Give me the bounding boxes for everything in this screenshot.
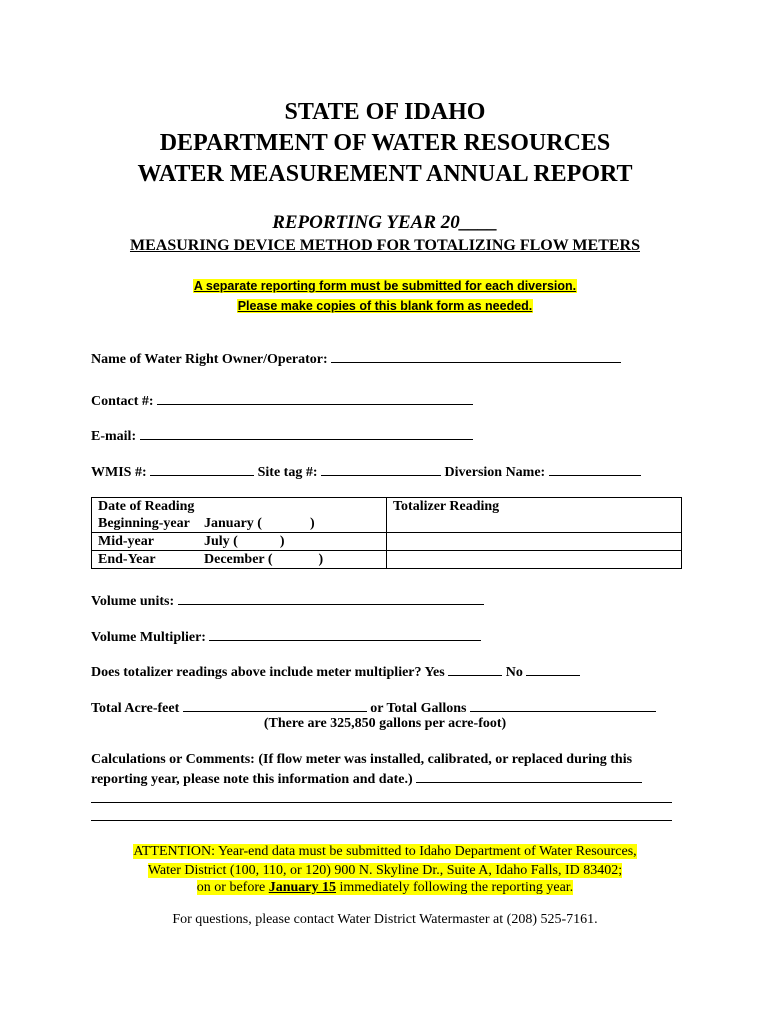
wmis-field[interactable] bbox=[150, 463, 254, 476]
row-label-mid: Mid-year bbox=[98, 534, 154, 549]
multiplier-question: Does totalizer readings above include meter multiplier? bbox=[91, 665, 422, 680]
december-date-field[interactable] bbox=[273, 551, 319, 563]
contact-footer: For questions, please contact Water District Watermaster at (208) 525-7161. bbox=[172, 912, 598, 927]
comments-rule-1[interactable] bbox=[91, 802, 672, 803]
volume-multiplier-row bbox=[91, 628, 481, 646]
site-tag-label: Site tag #: bbox=[257, 465, 318, 480]
reporting-year: REPORTING YEAR 20____ bbox=[272, 212, 498, 233]
mid-year-reading-field[interactable] bbox=[387, 533, 682, 551]
comments-field[interactable] bbox=[416, 770, 642, 783]
january-date-field[interactable] bbox=[262, 515, 310, 527]
notice-line-1: A separate reporting form must be submitted for each diversion. bbox=[193, 279, 577, 293]
title-department: DEPARTMENT OF WATER RESOURCES bbox=[159, 130, 611, 156]
volume-multiplier-field[interactable] bbox=[209, 628, 481, 641]
volume-units-label: Volume units: bbox=[91, 594, 175, 609]
multiplier-question-row bbox=[91, 663, 580, 681]
month-july: July ( bbox=[204, 534, 238, 549]
contact-row bbox=[91, 392, 473, 410]
comments-line-2: reporting year, please note this information and date.) bbox=[91, 772, 413, 787]
comments-line-2-row bbox=[91, 770, 642, 788]
email-field[interactable] bbox=[140, 427, 473, 440]
no-label: No bbox=[505, 665, 523, 680]
table-row bbox=[92, 498, 682, 533]
deadline-date: January 15 bbox=[268, 880, 337, 895]
mid-year-cell: Mid-year July ( ) bbox=[92, 533, 387, 551]
wmis-label: WMIS #: bbox=[91, 465, 147, 480]
notice-line-2: Please make copies of this blank form as needed. bbox=[237, 299, 533, 313]
gallons-label: or Total Gallons bbox=[370, 701, 467, 716]
email-row bbox=[91, 427, 473, 445]
attention-line-2: Water District (100, 110, or 120) 900 N. Skyline Dr., Suite A, Idaho Falls, ID 83402; bbox=[147, 863, 623, 878]
contact-field[interactable] bbox=[157, 392, 473, 405]
gallons-field[interactable] bbox=[470, 699, 656, 712]
email-label: E-mail: bbox=[91, 429, 137, 444]
attention-line-3: on or before January 15 immediately following the reporting year. bbox=[196, 880, 574, 895]
volume-units-row bbox=[91, 592, 484, 610]
table-row bbox=[92, 533, 682, 551]
row-label-beginning: Beginning-year bbox=[98, 516, 190, 531]
row-label-end: End-Year bbox=[98, 552, 156, 567]
totals-row bbox=[91, 699, 656, 717]
conversion-note: (There are 325,850 gallons per acre-foot) bbox=[263, 716, 507, 731]
table-row bbox=[92, 551, 682, 569]
month-december: December ( bbox=[204, 552, 273, 567]
readings-table bbox=[91, 497, 682, 569]
title-report: WATER MEASUREMENT ANNUAL REPORT bbox=[137, 161, 633, 187]
comments-line-1: Calculations or Comments: (If flow meter was installed, calibrated, or replaced during this bbox=[91, 752, 633, 767]
attention-line-1: ATTENTION: Year-end data must be submitted to Idaho Department of Water Resources, bbox=[133, 844, 637, 859]
contact-label: Contact #: bbox=[91, 394, 154, 409]
totalizer-column-header: Totalizer Reading bbox=[387, 498, 682, 533]
title-state: STATE OF IDAHO bbox=[284, 99, 486, 125]
july-date-field[interactable] bbox=[238, 533, 280, 545]
no-field[interactable] bbox=[526, 663, 580, 676]
comments-rule-2[interactable] bbox=[91, 820, 672, 821]
diversion-field[interactable] bbox=[549, 463, 641, 476]
owner-row bbox=[91, 350, 621, 368]
volume-units-field[interactable] bbox=[178, 592, 484, 605]
volume-multiplier-label: Volume Multiplier: bbox=[91, 630, 206, 645]
date-column-header: Date of Reading Beginning-year January ( ) bbox=[92, 498, 387, 533]
end-year-reading-field[interactable] bbox=[387, 551, 682, 569]
method-heading: MEASURING DEVICE METHOD FOR TOTALIZING FLOW METERS bbox=[129, 237, 640, 254]
owner-field[interactable] bbox=[331, 350, 621, 363]
acre-feet-field[interactable] bbox=[183, 699, 367, 712]
wmis-row bbox=[91, 463, 641, 481]
end-year-cell: End-Year December ( ) bbox=[92, 551, 387, 569]
yes-field[interactable] bbox=[448, 663, 502, 676]
site-tag-field[interactable] bbox=[321, 463, 441, 476]
diversion-label: Diversion Name: bbox=[444, 465, 546, 480]
owner-label: Name of Water Right Owner/Operator: bbox=[91, 352, 328, 367]
month-january: January ( bbox=[204, 516, 262, 531]
acre-feet-label: Total Acre-feet bbox=[91, 701, 180, 716]
yes-label: Yes bbox=[424, 665, 445, 680]
